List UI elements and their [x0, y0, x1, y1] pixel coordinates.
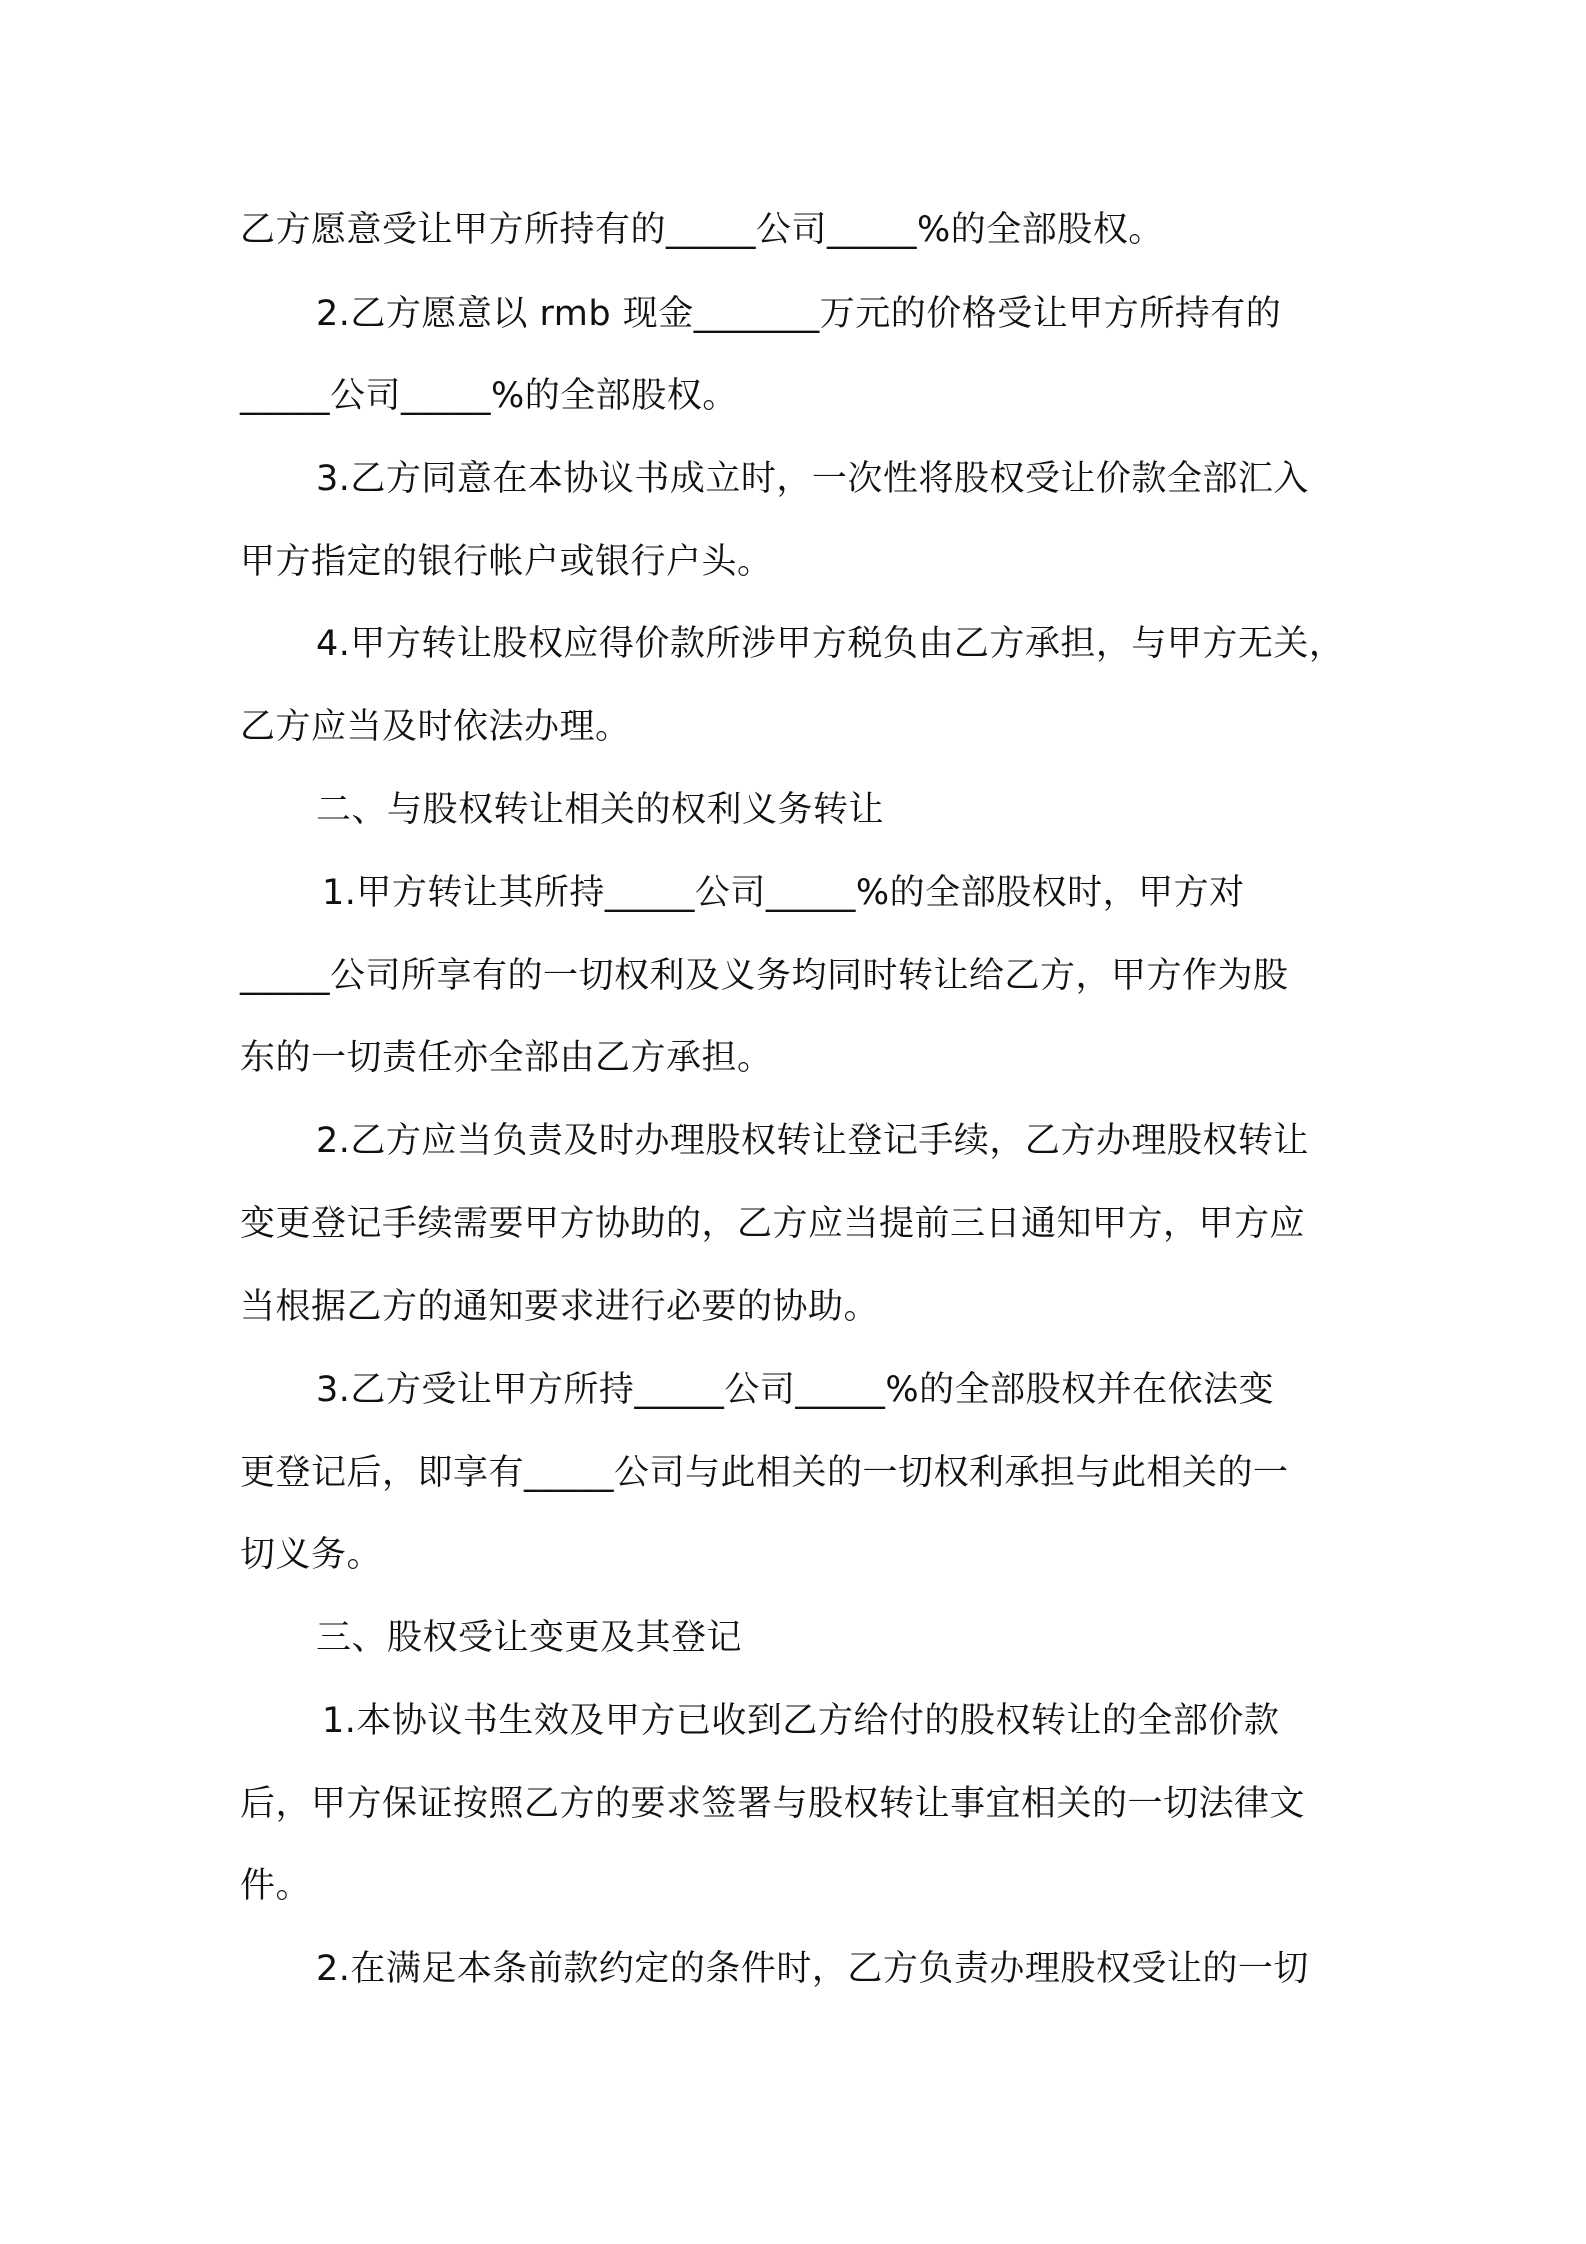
text-line: 切义务。	[240, 1535, 383, 1575]
text-line: _____公司_____%的全部股权。	[240, 376, 738, 416]
text-line: 甲方指定的银行帐户或银行户头。	[240, 542, 773, 582]
text-line: 更登记后，即享有_____公司与此相关的一切权利承担与此相关的一	[240, 1453, 1289, 1493]
text-line: 3.乙方同意在本协议书成立时，一次性将股权受让价款全部汇入	[316, 459, 1309, 499]
text-line: 当根据乙方的通知要求进行必要的协助。	[240, 1287, 880, 1327]
text-line: 变更登记手续需要甲方协助的，乙方应当提前三日通知甲方，甲方应	[240, 1204, 1306, 1244]
text-line: _____公司所享有的一切权利及义务均同时转让给乙方，甲方作为股	[240, 956, 1289, 996]
section-heading: 二、与股权转让相关的权利义务转让	[316, 790, 885, 830]
text-line: 乙方应当及时依法办理。	[240, 707, 631, 747]
text-line: 件。	[240, 1866, 312, 1906]
text-line: 2.乙方愿意以 rmb 现金_______万元的价格受让甲方所持有的	[316, 294, 1282, 334]
text-line: 后，甲方保证按照乙方的要求签署与股权转让事宜相关的一切法律文	[240, 1784, 1306, 1824]
text-line: 东的一切责任亦全部由乙方承担。	[240, 1038, 773, 1078]
text-line: 4.甲方转让股权应得价款所涉甲方税负由乙方承担，与甲方无关，	[316, 624, 1345, 664]
section-heading: 三、股权受让变更及其登记	[316, 1618, 743, 1658]
text-line: 乙方愿意受让甲方所持有的_____公司_____%的全部股权。	[240, 210, 1164, 250]
text-line: 1.甲方转让其所持_____公司_____%的全部股权时，甲方对	[322, 873, 1245, 913]
text-line: 2.乙方应当负责及时办理股权转让登记手续，乙方办理股权转让	[316, 1121, 1309, 1161]
text-line: 2.在满足本条前款约定的条件时，乙方负责办理股权受让的一切	[316, 1949, 1309, 1989]
text-line: 3.乙方受让甲方所持_____公司_____%的全部股权并在依法变	[316, 1370, 1275, 1410]
text-line: 1.本协议书生效及甲方已收到乙方给付的股权转让的全部价款	[322, 1701, 1280, 1741]
